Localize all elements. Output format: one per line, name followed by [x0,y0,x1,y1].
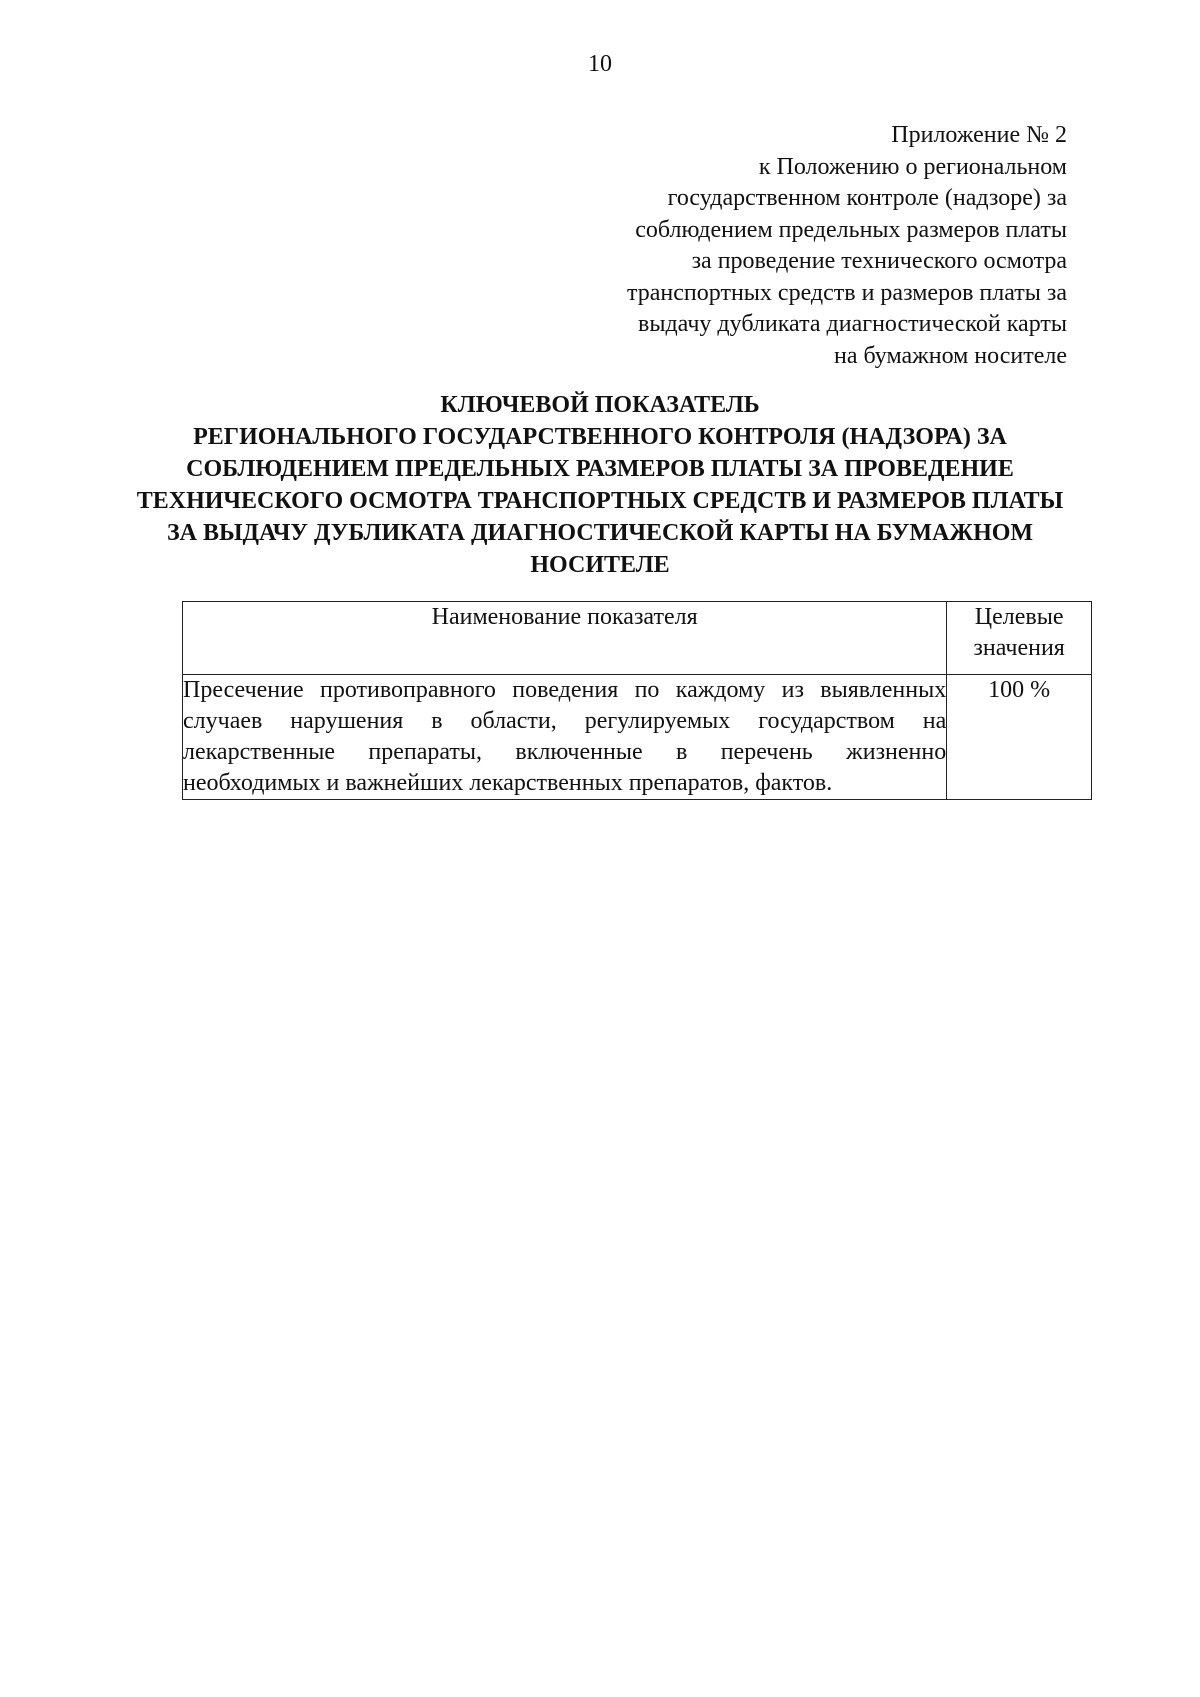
title-line: ЗА ВЫДАЧУ ДУБЛИКАТА ДИАГНОСТИЧЕСКОЙ КАРТЫ НА БУМАЖНОМ [166,520,1034,546]
target-value-cell: 100 % [947,675,1092,800]
appendix-line: на бумажном носителе [833,342,1067,369]
title-line: СОБЛЮДЕНИЕМ ПРЕДЕЛЬНЫХ РАЗМЕРОВ ПЛАТЫ ЗА ПРОВЕДЕНИЕ [186,456,1014,482]
title-line: НОСИТЕЛЕ [530,552,670,578]
title-line: ТЕХНИЧЕСКОГО ОСМОТРА ТРАНСПОРТНЫХ СРЕДСТВ И РАЗМЕРОВ ПЛАТЫ [136,488,1064,514]
page-number: 10 [588,51,612,77]
appendix-line: транспортных средств и размеров платы за [627,279,1067,306]
header-indicator-name: Наименование показателя [183,602,947,675]
title-line: РЕГИОНАЛЬНОГО ГОСУДАРСТВЕННОГО КОНТРОЛЯ (НАДЗОРА) ЗА [193,424,1007,450]
indicators-table [182,601,1092,800]
header-target-line: Целевые [974,604,1064,630]
appendix-line: за проведение технического осмотра [691,248,1067,274]
appendix-line: государственном контроле (надзоре) за [667,185,1067,211]
document-title [100,389,1100,581]
appendix-reference [507,120,1067,372]
header-target-line: значения [973,635,1065,661]
table-row [183,675,1092,800]
appendix-line: к Положению о региональном [758,153,1067,180]
appendix-line: Приложение № 2 [891,122,1067,148]
indicator-name-cell: Пресечение противоправного поведения по каждому из выявленных случаев нарушения в области, регулируемых государством на лекарственные препараты, включенные в перечень жизненно необходимых и важнейших лекарственных препаратов, фактов. [183,675,947,800]
table-header-row [183,602,1092,675]
appendix-line: соблюдением предельных размеров платы [635,216,1067,243]
title-line: КЛЮЧЕВОЙ ПОКАЗАТЕЛЬ [440,392,760,418]
header-target-values [947,602,1092,675]
appendix-line: выдачу дубликата диагностической карты [638,311,1067,337]
